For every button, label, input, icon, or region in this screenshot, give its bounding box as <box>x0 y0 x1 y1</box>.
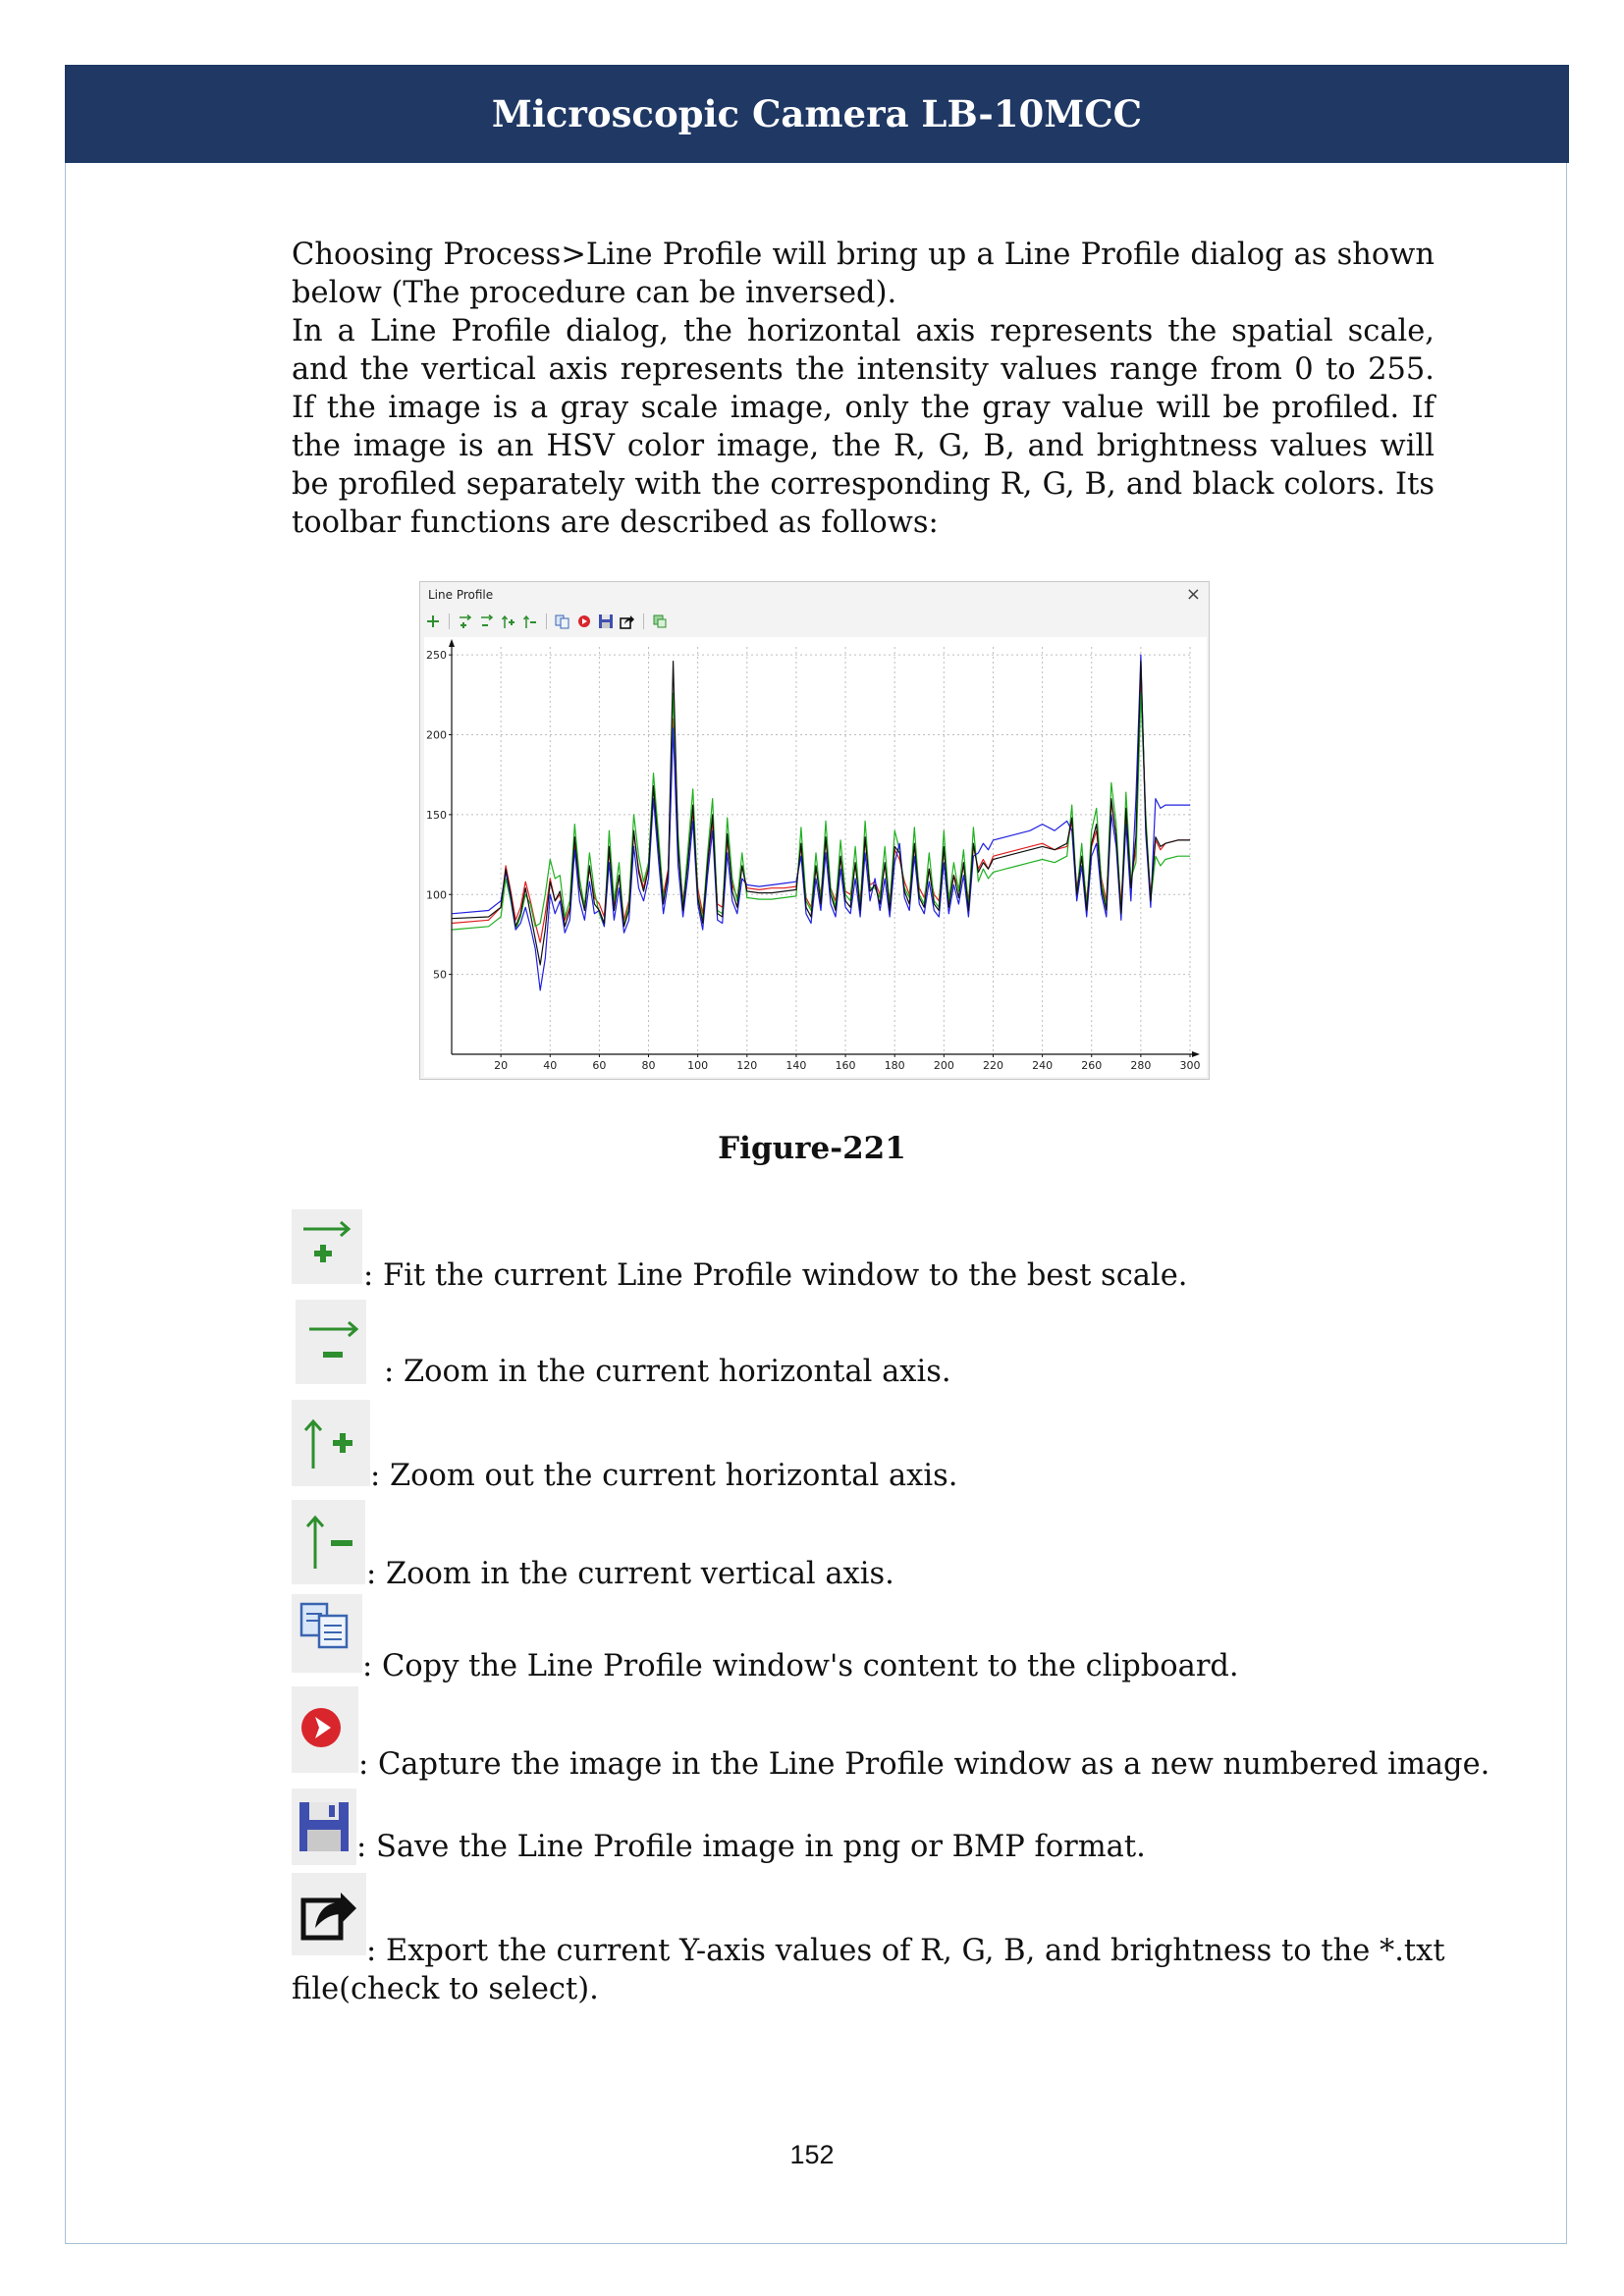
x-tick-label: 220 <box>982 1059 1003 1072</box>
intro-paragraph-1: Choosing Process>Line Profile will bring up a Line Profile dialog as shown below (The procedure can be inversed). <box>292 238 1435 310</box>
tool-desc-save: : Save the Line Profile image in png or BMP format. <box>356 1830 1146 1864</box>
tool-desc-copy: : Copy the Line Profile window's content to the clipboard. <box>362 1649 1239 1683</box>
tool-row-capture <box>292 1686 1490 1782</box>
save-disk-icon[interactable] <box>597 613 615 630</box>
capture-image-icon[interactable] <box>575 613 593 630</box>
zoom-in-vertical-icon <box>292 1500 365 1584</box>
x-tick-label: 60 <box>592 1059 607 1072</box>
figure-caption: Figure-221 <box>718 1131 906 1166</box>
tool-row-fit <box>292 1209 1450 1293</box>
tool-row-save <box>292 1789 1450 1867</box>
crosshair-icon[interactable] <box>424 613 442 630</box>
tool-desc-export: : Export the current Y-axis values of R, G, B, and brightness to the *.txt file(check to select). <box>292 1934 1445 2006</box>
y-axis-arrow <box>449 639 455 647</box>
x-tick-label: 20 <box>494 1059 509 1072</box>
tool-row-zoom-in-h <box>292 1300 1450 1389</box>
tool-desc-zoom-in-v: : Zoom in the current vertical axis. <box>366 1557 894 1591</box>
y-tick-label: 100 <box>426 888 447 902</box>
x-tick-label: 100 <box>687 1059 709 1072</box>
tool-row-zoom-in-v <box>292 1500 1450 1591</box>
tool-row-zoom-out-h <box>292 1400 1450 1493</box>
x-tick-label: 140 <box>785 1059 807 1072</box>
zoom-out-horizontal-icon <box>292 1400 370 1486</box>
toolbar-separator <box>546 614 547 629</box>
page-number: 152 <box>789 2140 835 2169</box>
intro-text <box>292 236 1435 542</box>
line-profile-plot <box>424 637 1207 1077</box>
series-line-1 <box>452 693 1190 930</box>
page-header-banner <box>65 65 1569 163</box>
zoom-in-horizontal-icon <box>296 1300 366 1384</box>
x-tick-label: 80 <box>641 1059 656 1072</box>
fit-best-scale-icon <box>292 1209 362 1284</box>
x-tick-label: 200 <box>933 1059 954 1072</box>
tool-row-copy <box>292 1594 1450 1683</box>
line-profile-dialog <box>419 581 1210 1080</box>
tool-desc-fit: : Fit the current Line Profile window to the best scale. <box>363 1258 1188 1293</box>
zoom-out-horizontal-icon[interactable] <box>500 613 517 630</box>
checkbox-select-icon[interactable] <box>651 613 669 630</box>
dialog-title: Line Profile <box>428 588 494 602</box>
y-tick-label: 250 <box>426 649 447 663</box>
close-icon[interactable]: × <box>1185 584 1201 605</box>
line-profile-chart <box>424 637 1207 1077</box>
tool-desc-zoom-in-h: : Zoom in the current horizontal axis. <box>384 1355 951 1389</box>
tool-desc-zoom-out-h: : Zoom out the current horizontal axis. <box>370 1459 958 1493</box>
x-tick-label: 240 <box>1032 1059 1054 1072</box>
zoom-in-horizontal-icon[interactable] <box>478 613 496 630</box>
x-tick-label: 160 <box>835 1059 856 1072</box>
tool-row-export <box>292 1873 1450 2010</box>
copy-clipboard-icon[interactable] <box>554 613 571 630</box>
zoom-in-vertical-icon[interactable] <box>521 613 539 630</box>
y-tick-label: 50 <box>433 968 447 982</box>
series-line-2 <box>452 655 1190 990</box>
copy-clipboard-icon <box>292 1594 362 1673</box>
toolbar-separator <box>643 614 644 629</box>
x-tick-label: 300 <box>1179 1059 1201 1072</box>
save-disk-icon <box>292 1789 356 1865</box>
header-title: Microscopic Camera LB-10MCC <box>491 92 1143 135</box>
x-tick-label: 280 <box>1130 1059 1152 1072</box>
fit-best-scale-icon[interactable] <box>457 613 474 630</box>
export-icon[interactable] <box>619 613 636 630</box>
x-tick-label: 260 <box>1081 1059 1103 1072</box>
x-tick-label: 40 <box>543 1059 558 1072</box>
toolbar-separator <box>449 614 450 629</box>
intro-paragraph-2: In a Line Profile dialog, the horizontal axis represents the spatial scale, and the vertical axis represents the intensity values range from 0 to 255. If the image is a gray scale image, only the gray value will be profiled. If the image is an HSV color image, the R, G, B, and brightness values will be profiled separately with the corresponding R, G, B, and black colors. Its toolbar functions are described as follows: <box>292 314 1435 540</box>
tool-desc-capture: : Capture the image in the Line Profile window as a new numbered image. <box>358 1747 1490 1782</box>
x-tick-label: 120 <box>736 1059 758 1072</box>
x-axis-arrow <box>1192 1051 1200 1057</box>
x-tick-label: 180 <box>884 1059 905 1072</box>
capture-image-icon <box>292 1686 358 1773</box>
y-tick-label: 200 <box>426 728 447 742</box>
dialog-toolbar <box>424 610 1205 633</box>
y-tick-label: 150 <box>426 808 447 822</box>
